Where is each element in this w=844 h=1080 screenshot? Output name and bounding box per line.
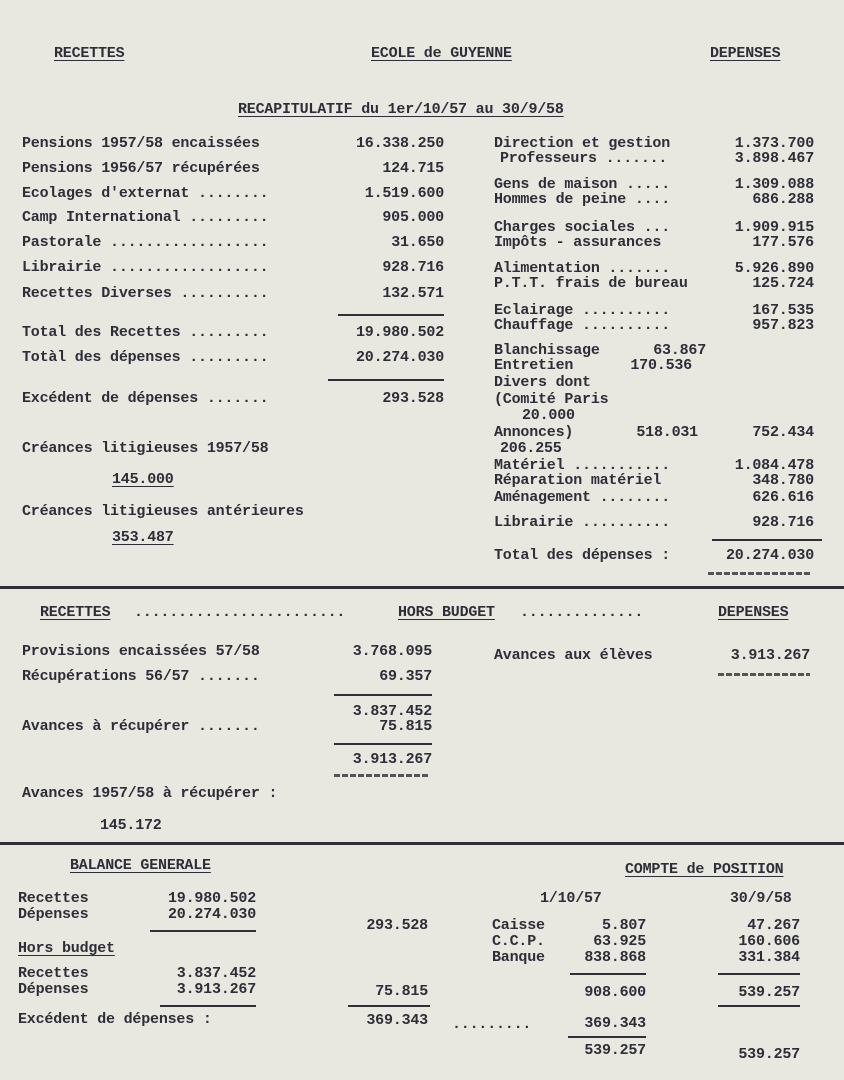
depense-label: P.T.T. frais de bureau [494,275,688,292]
position-sum1: 908.600 [584,984,646,1001]
total-depenses-value: 20.274.030 [355,349,444,366]
depense-value: 177.576 [752,234,814,251]
recette-value: 124.715 [382,160,444,177]
position-banque-label: Banque [492,949,545,966]
balance-depenses-value: 20.274.030 [167,906,256,923]
position-banque2: 331.384 [738,949,800,966]
rule [712,539,822,541]
creances-anterieures-value: 353.487 [112,529,174,546]
rule [568,1036,646,1038]
recette-value: 905.000 [382,209,444,226]
hb-header-title: HORS BUDGET [398,604,495,621]
depense-value: 1.084.478 [734,457,814,474]
divers-value: 518.031 [636,424,698,441]
depense-label: Professeurs ....... [500,150,668,167]
position-sum2: 539.257 [738,984,800,1001]
depense-label: Blanchissage [494,342,600,359]
recette-label: Recettes Diverses .......... [22,285,269,302]
hb-header-depenses: DEPENSES [718,604,789,621]
divers-annonces-value: 206.255 [500,440,562,457]
position-ccp-label: C.C.P. [492,933,545,950]
creances-anterieures-label: Créances litigieuses antérieures [22,503,304,520]
recette-value: 31.650 [391,234,444,251]
depense-value: 167.535 [752,302,814,319]
depense-value: 686.288 [752,191,814,208]
balance-hb-recettes-label: Recettes [18,965,89,982]
hb-eleves-value: 3.913.267 [730,647,810,664]
total-depenses-label: Totàl des dépenses ......... [22,349,269,366]
hb-avances-value: 75.815 [379,718,432,735]
depense-label: Aménagement ........ [494,489,671,506]
depense-label: Entretien [494,357,574,374]
depense-label: Chauffage .......... [494,317,671,334]
hb-provisions-label: Provisions encaissées 57/58 [22,643,260,660]
position-caisse-label: Caisse [492,917,545,934]
balance-hb-depenses-label: Dépenses [18,981,89,998]
divers-comite: (Comité Paris [494,391,609,408]
creances-1957-value: 145.000 [112,471,174,488]
recette-label: Camp International ......... [22,209,269,226]
total-depenses-final-value: 20.274.030 [725,547,814,564]
recette-label: Pastorale .................. [22,234,269,251]
balance-recettes-value: 19.980.502 [167,890,256,907]
depense-value: 3.898.467 [734,150,814,167]
rule [348,1005,430,1007]
divers-comite-value: 20.000 [522,407,575,424]
balance-hb-recettes-value: 3.837.452 [176,965,256,982]
hb-header-dots: .............. [520,604,644,621]
balance-dots: ......... [452,1016,532,1033]
position-date1: 1/10/57 [540,890,602,907]
hb-header-recettes: RECETTES [40,604,111,621]
rule [334,694,432,696]
hb-recup-value: 69.357 [379,668,432,685]
recap-title: RECAPITULATIF du 1er/10/57 au 30/9/58 [238,101,564,118]
hb-eleves-label: Avances aux élèves [494,647,653,664]
total-depenses-final-label: Total des dépenses : [494,547,671,564]
depense-value: 1.909.915 [734,219,814,236]
balance-title: BALANCE GENERALE [70,857,211,874]
hb-total: 3.913.267 [352,751,432,768]
rule [338,314,444,316]
rule [328,379,444,381]
depense-label: Charges sociales ... [494,219,671,236]
position-ccp1: 63.925 [593,933,646,950]
rule [334,743,432,745]
depense-label: Direction et gestion [494,135,671,152]
divers-total: 752.434 [752,424,814,441]
depense-value: 957.823 [752,317,814,334]
hb-header-dots: ........................ [134,604,346,621]
excedent-label: Excédent de dépenses ....... [22,390,269,407]
balance-depenses-label: Dépenses [18,906,89,923]
rule [718,973,800,975]
rule [718,1005,800,1007]
rule [160,1005,256,1007]
position-banque1: 838.868 [584,949,646,966]
header-school: ECOLE de GUYENNE [371,45,512,62]
position-final1: 539.257 [584,1042,646,1059]
avances-5758-label: Avances 1957/58 à récupérer : [22,785,278,802]
recette-value: 132.571 [382,285,444,302]
recette-label: Librairie .................. [22,259,269,276]
depense-label: Impôts - assurances [494,234,662,251]
hb-recup-label: Récupérations 56/57 ....... [22,668,260,685]
position-minus: 369.343 [584,1015,646,1032]
depense-value: 1.373.700 [734,135,814,152]
position-caisse2: 47.267 [747,917,800,934]
recette-value: 16.338.250 [355,135,444,152]
section-divider [0,586,844,589]
depense-label: Alimentation ....... [494,260,671,277]
depense-label: Librairie .......... [494,514,671,531]
depense-value: 5.926.890 [734,260,814,277]
depense-value: 1.309.088 [734,176,814,193]
divers-annonces: Annonces) [494,424,574,441]
position-title: COMPTE de POSITION [625,861,784,878]
hb-subtotal: 3.837.452 [352,703,432,720]
depense-label: Gens de maison ..... [494,176,671,193]
depense-value: 170.536 [630,357,692,374]
recette-label: Pensions 1957/58 encaissées [22,135,260,152]
hb-avances-label: Avances à récupérer ....... [22,718,260,735]
depense-label: Matériel ........... [494,457,671,474]
double-rule [718,673,810,676]
hb-provisions-value: 3.768.095 [352,643,432,660]
depense-value: 928.716 [752,514,814,531]
depense-value: 63.867 [653,342,706,359]
excedent-value: 293.528 [382,390,444,407]
double-rule [708,572,812,575]
depense-value: 626.616 [752,489,814,506]
recette-value: 928.716 [382,259,444,276]
balance-excedent-label: Excédent de dépenses : [18,1011,212,1028]
balance-excedent-value: 369.343 [366,1012,428,1029]
total-recettes-label: Total des Recettes ......... [22,324,269,341]
depense-value: 348.780 [752,472,814,489]
header-depenses: DEPENSES [710,45,781,62]
balance-recettes-label: Recettes [18,890,89,907]
recette-label: Ecolages d'externat ........ [22,185,269,202]
depense-label: Hommes de peine .... [494,191,671,208]
balance-diff1: 293.528 [366,917,428,934]
double-rule [334,774,430,777]
depense-label: Réparation matériel [494,472,662,489]
divers-label: Divers dont [494,374,591,391]
position-date2: 30/9/58 [730,890,792,907]
section-divider [0,842,844,845]
position-ccp2: 160.606 [738,933,800,950]
depense-label: Eclairage .......... [494,302,671,319]
recette-label: Pensions 1956/57 récupérées [22,160,260,177]
balance-diff2: 75.815 [375,983,428,1000]
header-recettes: RECETTES [54,45,125,62]
depense-value: 125.724 [752,275,814,292]
balance-hb-depenses-value: 3.913.267 [176,981,256,998]
position-caisse1: 5.807 [601,917,646,934]
total-recettes-value: 19.980.502 [355,324,444,341]
position-final2: 539.257 [738,1046,800,1063]
recette-value: 1.519.600 [364,185,444,202]
creances-1957-label: Créances litigieuses 1957/58 [22,440,269,457]
rule [150,930,256,932]
rule [570,973,646,975]
balance-hb-label: Hors budget [18,940,115,957]
avances-5758-value: 145.172 [100,817,162,834]
